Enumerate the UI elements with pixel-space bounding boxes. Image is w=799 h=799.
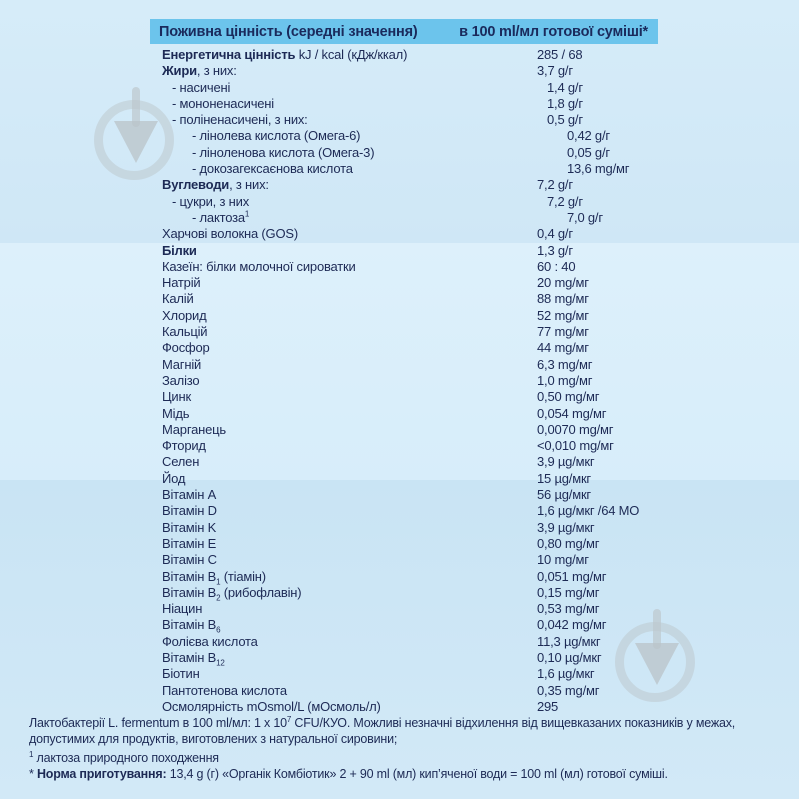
nutrient-name: Казеїн: білки молочної сироватки — [162, 258, 356, 274]
nutrient-value: 7,2 g/г — [547, 193, 583, 209]
nutrient-value: 77 mg/мг — [537, 324, 589, 340]
header-per-100ml: в 100 ml/мл готової суміші* — [459, 23, 648, 40]
table-row — [162, 128, 682, 144]
table-row — [162, 520, 682, 536]
table-row — [162, 650, 682, 666]
table-row — [162, 145, 682, 161]
table-row — [162, 585, 682, 601]
nutrient-name: Енергетична цінність kJ / kcal (кДж/ккал) — [162, 47, 408, 62]
table-header — [150, 19, 658, 44]
nutrient-value: 0,05 g/г — [567, 144, 610, 160]
table-row — [162, 422, 682, 438]
nutrient-name: - насичені — [172, 79, 231, 95]
nutrient-value: 0,42 g/г — [567, 128, 610, 144]
header-title: Поживна цінність (середні значення) — [159, 23, 418, 40]
table-row — [162, 454, 682, 470]
table-row — [162, 406, 682, 422]
nutrient-name: Вітамін $B_{12}$ — [162, 649, 225, 668]
nutrient-value: 0,042 mg/мг — [537, 617, 607, 633]
table-row — [162, 243, 682, 259]
nutrient-name: Біотин — [162, 666, 200, 682]
nutrient-name: Осмолярність mOsmol/L (мОсмоль/л) — [162, 698, 381, 714]
table-row — [162, 683, 682, 699]
nutrient-value: 1,6 µg/мкг — [537, 666, 595, 682]
nutrient-value: 52 mg/мг — [537, 307, 589, 323]
nutrient-name: Жири, з них: — [162, 63, 237, 79]
nutrient-name: Калій — [162, 291, 194, 307]
nutrient-value: 295 — [537, 698, 559, 714]
table-row — [162, 552, 682, 568]
nutrient-value: 3,9 µg/мкг — [537, 519, 595, 535]
nutrient-name: - ліноленова кислота (Омега-3) — [192, 144, 375, 160]
table-row — [162, 324, 682, 340]
nutrient-name: Цинк — [162, 389, 191, 405]
nutrient-name: Фторид — [162, 438, 206, 454]
nutrient-name: Вітамін $B_2$ (рибофлавін) — [162, 584, 302, 603]
nutrient-value: 0,0070 mg/мг — [537, 421, 614, 437]
nutrient-value: 13,6 mg/мг — [567, 161, 630, 177]
nutrient-value: 1,8 g/г — [547, 95, 583, 111]
table-row — [162, 259, 682, 275]
nutrient-name: Вітамін A — [162, 487, 217, 503]
nutrient-value: 60 : 40 — [537, 258, 576, 274]
nutrient-name: Кальцій — [162, 324, 208, 340]
table-row — [162, 569, 682, 585]
table-row — [162, 503, 682, 519]
table-row — [162, 617, 682, 633]
table-row — [162, 471, 682, 487]
table-row — [162, 308, 682, 324]
nutrient-value: 7,2 g/г — [537, 177, 573, 193]
nutrient-name: Вітамін K — [162, 519, 217, 535]
nutrient-value: 0,15 mg/мг — [537, 584, 600, 600]
nutrient-value: 1,4 g/г — [547, 79, 583, 95]
nutrient-value: 88 mg/мг — [537, 291, 589, 307]
nutrient-value: 11,3 µg/мкг — [537, 633, 601, 649]
table-row — [162, 112, 682, 128]
nutrition-table — [162, 47, 682, 715]
footnote-lactose: $^1$ лактоза природного походження — [29, 749, 219, 765]
nutrient-name: Залізо — [162, 372, 200, 388]
nutrient-value: 44 mg/мг — [537, 340, 589, 356]
table-row — [162, 536, 682, 552]
nutrient-value: 10 mg/мг — [537, 552, 589, 568]
nutrient-value: 0,80 mg/мг — [537, 535, 600, 551]
table-row — [162, 601, 682, 617]
table-row — [162, 210, 682, 226]
nutrient-name: Хлорид — [162, 307, 207, 323]
preparation-note: * Норма приготування: 13,4 g (г) «Органік Комбіотик» 2 + 90 ml (мл) кип’яченої води = 100 ml (мл) готової суміші. — [29, 767, 668, 781]
nutrient-name: Натрій — [162, 275, 201, 291]
nutrient-name: Вітамін $B_1$ (тіамін) — [162, 568, 266, 587]
nutrient-name: Селен — [162, 454, 200, 470]
nutrient-name: Вітамін $B_6$ — [162, 617, 221, 635]
nutrient-value: 0,5 g/г — [547, 112, 583, 128]
nutrient-value: 0,35 mg/мг — [537, 682, 600, 698]
nutrient-name: Мідь — [162, 405, 190, 421]
table-row — [162, 226, 682, 242]
nutrient-value: 0,4 g/г — [537, 226, 573, 242]
table-row — [162, 487, 682, 503]
nutrient-value: <0,010 mg/мг — [537, 438, 614, 454]
nutrient-name: - лактоза$^1$ — [192, 209, 250, 225]
nutrient-value: 3,9 µg/мкг — [537, 454, 595, 470]
nutrient-value: 1,0 mg/мг — [537, 372, 593, 388]
nutrient-name: Йод — [162, 470, 186, 486]
nutrient-name: Магній — [162, 356, 202, 372]
nutrient-name: - цукри, з них — [172, 193, 250, 209]
nutrient-name: Марганець — [162, 421, 226, 437]
nutrient-value: 1,3 g/г — [537, 242, 573, 258]
nutrient-value: 0,10 µg/мкг — [537, 649, 602, 665]
nutrient-name: Вуглеводи, з них: — [162, 177, 269, 193]
table-row — [162, 177, 682, 193]
nutrient-value: 56 µg/мкг — [537, 487, 591, 503]
nutrient-value: 1,6 µg/мкг /64 МО — [537, 503, 640, 519]
nutrient-value: 20 mg/мг — [537, 275, 589, 291]
nutrient-value: 285 / 68 — [537, 47, 583, 62]
nutrient-name: Вітамін D — [162, 503, 217, 519]
table-row — [162, 373, 682, 389]
table-row — [162, 666, 682, 682]
table-row — [162, 357, 682, 373]
nutrient-value: 0,054 mg/мг — [537, 405, 607, 421]
table-row — [162, 80, 682, 96]
nutrient-name: Фосфор — [162, 340, 210, 356]
table-row — [162, 634, 682, 650]
nutrient-name: - мононенасичені — [172, 95, 274, 111]
nutrient-name: Білки — [162, 242, 197, 258]
nutrient-name: - лінолева кислота (Омега-6) — [192, 128, 361, 144]
nutrient-name: - поліненасичені, з них: — [172, 112, 308, 128]
nutrient-name: Харчові волокна (GOS) — [162, 226, 298, 242]
nutrient-value: 0,50 mg/мг — [537, 389, 600, 405]
table-row — [162, 275, 682, 291]
nutrient-name: Фолієва кислота — [162, 633, 258, 649]
nutrient-value: 6,3 mg/мг — [537, 356, 593, 372]
table-row — [162, 340, 682, 356]
table-row — [162, 63, 682, 79]
nutrient-value: 3,7 g/г — [537, 63, 573, 79]
nutrient-value: 0,53 mg/мг — [537, 601, 600, 617]
nutrient-value: 15 µg/мкг — [537, 470, 591, 486]
table-row — [162, 161, 682, 177]
table-row — [162, 194, 682, 210]
footer-notes — [29, 715, 789, 782]
probiotic-note-cont: допустимих для продуктів, виготовлених з натуральної сировини; — [29, 732, 398, 746]
table-row — [162, 96, 682, 112]
nutrient-value: 0,051 mg/мг — [537, 568, 607, 584]
table-row — [162, 47, 682, 63]
nutrient-name: Вітамін E — [162, 535, 217, 551]
nutrient-name: Ніацин — [162, 601, 203, 617]
probiotic-note: Лактобактерії L. fermentum в 100 ml/мл: 1 х $10^7$ CFU/КУО. Можливі незначні відхилення від вищевказаних показників у межах, — [29, 714, 736, 730]
nutrient-name: Пантотенова кислота — [162, 682, 287, 698]
nutrient-name: - докозагексаєнова кислота — [192, 161, 353, 177]
nutrient-value: 7,0 g/г — [567, 209, 603, 225]
table-row — [162, 699, 682, 715]
table-row — [162, 389, 682, 405]
table-row — [162, 291, 682, 307]
table-row — [162, 438, 682, 454]
nutrient-name: Вітамін C — [162, 552, 217, 568]
